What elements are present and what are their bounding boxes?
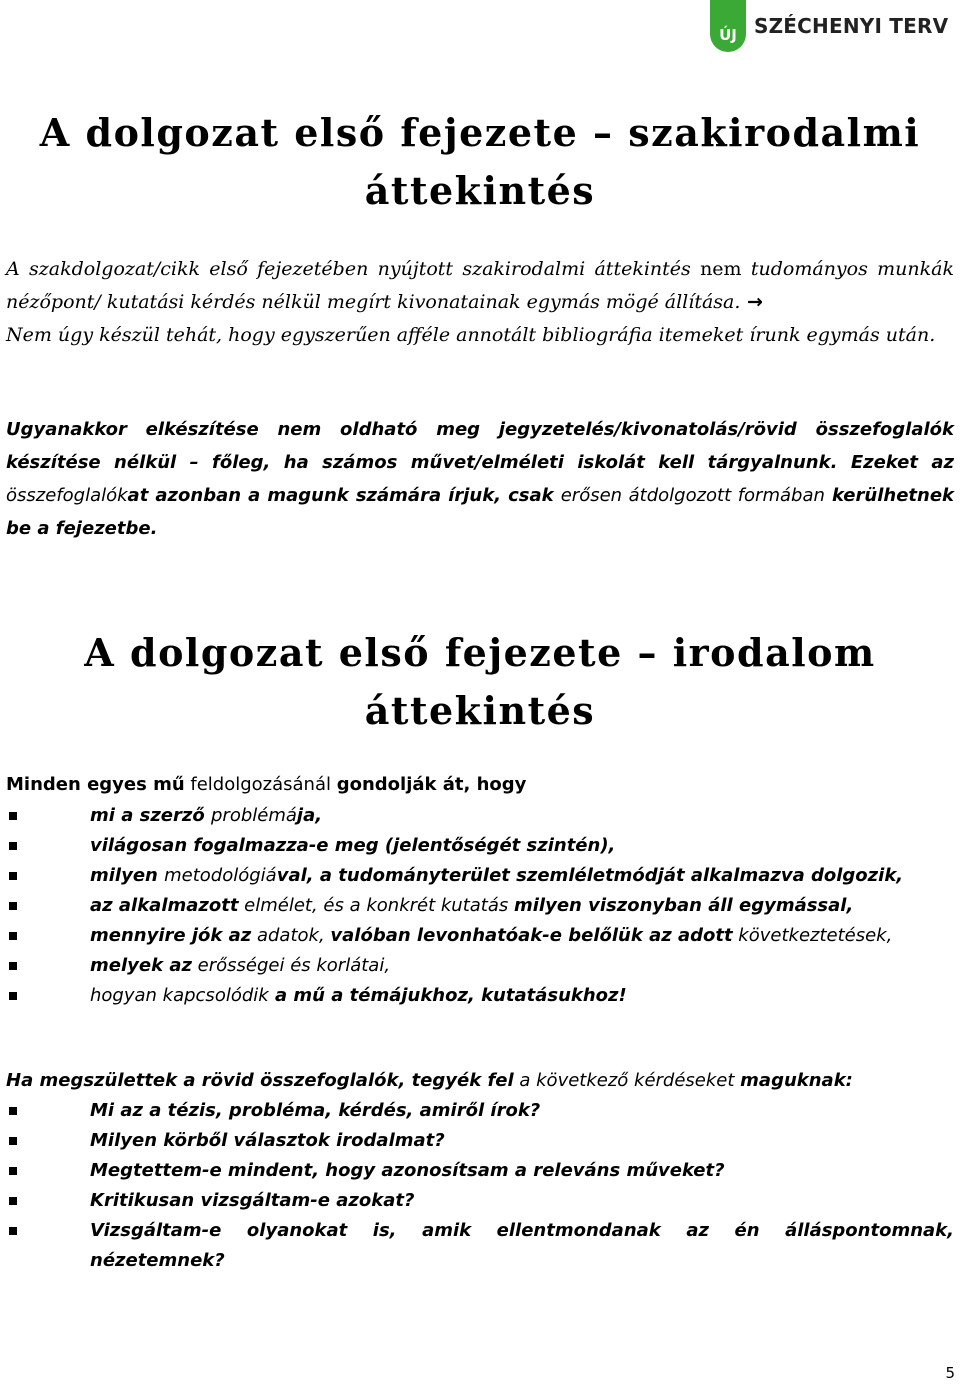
- list1-item: [6, 891, 954, 921]
- list1-item: [6, 801, 954, 831]
- list1: [6, 801, 954, 1011]
- list2-item: [6, 1216, 954, 1276]
- list1-item-text: melyek az: [90, 955, 192, 976]
- p2-span2: összefoglalók: [6, 485, 128, 506]
- lead1-span2: feldolgozásánál: [184, 774, 337, 795]
- p2-span1: Ugyanakkor elkészítése nem oldható meg jegyzetelés/kivonatolás/rövid összefoglalók készítése nélkül – főleg, ha számos művet/elméleti iskolát kell tárgyalnunk. Ezeket az: [6, 419, 954, 473]
- list1-item-text: mennyire jók az: [90, 925, 252, 946]
- list1-lead: [6, 770, 526, 800]
- lead2-span1: Ha megszülettek a rövid összefoglalók, tegyék fel: [6, 1070, 514, 1091]
- square-bullet-icon: [9, 992, 17, 1000]
- page-number: 5: [945, 1364, 955, 1382]
- list1-item-text: világosan fogalmazza-e meg (jelentőségét szintén),: [90, 835, 616, 856]
- list1-item-text: következtetések,: [732, 925, 893, 946]
- section1-paragraph2: [6, 413, 954, 545]
- list2-item-text: Milyen körből választok irodalmat?: [90, 1130, 445, 1151]
- square-bullet-icon: [9, 842, 17, 850]
- square-bullet-icon: [9, 1227, 17, 1235]
- p1-span1: A szakdolgozat/cikk első fejezetében nyújtott szakirodalmi áttekintés: [6, 258, 691, 280]
- p2-span3: at azonban a magunk számára írjuk, csak: [127, 485, 561, 506]
- p2-span4: erősen átdolgozott formában: [560, 485, 825, 506]
- lead1-span3: gondolják át, hogy: [336, 774, 527, 795]
- section2-heading-line1: A dolgozat első fejezete – irodalom: [84, 630, 876, 675]
- list1-item: [6, 831, 954, 861]
- list1-item-text: a mű a témájukhoz, kutatásukhoz!: [268, 985, 627, 1006]
- list2: [6, 1096, 954, 1276]
- list1-item: [6, 921, 954, 951]
- list1-item-text: az alkalmazott: [90, 895, 239, 916]
- list2-item: [6, 1156, 954, 1186]
- section2-heading-line2: áttekintés: [364, 688, 596, 733]
- square-bullet-icon: [9, 1107, 17, 1115]
- list1-item-text: ja,: [296, 805, 323, 826]
- list1-item-text: adatok,: [251, 925, 331, 946]
- list1-item-text: milyen: [90, 865, 165, 886]
- section1-paragraph1: [6, 253, 954, 352]
- list2-item: [6, 1126, 954, 1156]
- list2-lead: [6, 1066, 853, 1096]
- p1-span3: tudományos munkák nézőpont/ kutatási kérdés nélkül megírt kivonatainak egymás mögé állítása.: [6, 258, 954, 313]
- section2-heading: [0, 624, 960, 740]
- square-bullet-icon: [9, 902, 17, 910]
- square-bullet-icon: [9, 1137, 17, 1145]
- list2-item: [6, 1186, 954, 1216]
- list1-item-text: elmélet, és a konkrét kutatás: [238, 895, 514, 916]
- square-bullet-icon: [9, 812, 17, 820]
- logo-mark-text: ÚJ: [719, 26, 737, 44]
- logo-text: SZÉCHENYI TERV: [754, 14, 949, 38]
- list1-item-text: erősségei és korlátai,: [191, 955, 391, 976]
- square-bullet-icon: [9, 1197, 17, 1205]
- lead2-span3: maguknak:: [740, 1070, 853, 1091]
- square-bullet-icon: [9, 962, 17, 970]
- p1-span2: nem: [690, 258, 751, 280]
- list1-item: [6, 861, 954, 891]
- list2-item: [6, 1096, 954, 1126]
- list1-item: [6, 981, 954, 1011]
- arrow-right-icon: →: [740, 291, 763, 313]
- list1-item: [6, 951, 954, 981]
- list2-item-text: Vizsgáltam-e olyanokat is, amik ellentmondanak az én álláspontomnak, nézetemnek?: [90, 1220, 954, 1271]
- list1-item-text: hogyan kapcsolódik: [90, 985, 269, 1006]
- list1-item-text: valóban levonhatóak-e belőlük az adott: [330, 925, 733, 946]
- list1-item-text: mi a szerző: [90, 805, 211, 826]
- section1-heading-line2: áttekintés: [364, 168, 596, 213]
- section1-heading-line1: A dolgozat első fejezete – szakirodalmi: [39, 110, 921, 155]
- list1-item-text: problémá: [211, 805, 297, 826]
- p2-span5: kerülhetnek be a fejezetbe.: [6, 485, 954, 539]
- square-bullet-icon: [9, 1167, 17, 1175]
- logo-mark-icon: [710, 0, 746, 52]
- lead2-span2: a következő kérdéseket: [513, 1070, 741, 1091]
- szechenyi-terv-logo: [710, 0, 958, 55]
- list2-item-text: Megtettem-e mindent, hogy azonosítsam a releváns műveket?: [90, 1160, 725, 1181]
- section1-heading: [0, 104, 960, 220]
- p1-span4: Nem úgy készül tehát, hogy egyszerűen afféle annotált bibliográfia itemeket írunk egymás után.: [6, 324, 936, 346]
- list2-item-text: Mi az a tézis, probléma, kérdés, amiről írok?: [90, 1100, 541, 1121]
- square-bullet-icon: [9, 872, 17, 880]
- list2-item-text: Kritikusan vizsgáltam-e azokat?: [90, 1190, 415, 1211]
- list1-item-text: metodológiá: [164, 865, 277, 886]
- list1-item-text: val, a tudományterület szemléletmódját alkalmazva dolgozik,: [276, 865, 904, 886]
- square-bullet-icon: [9, 932, 17, 940]
- list1-item-text: milyen viszonyban áll egymással,: [514, 895, 854, 916]
- lead1-span1: Minden egyes mű: [6, 774, 185, 795]
